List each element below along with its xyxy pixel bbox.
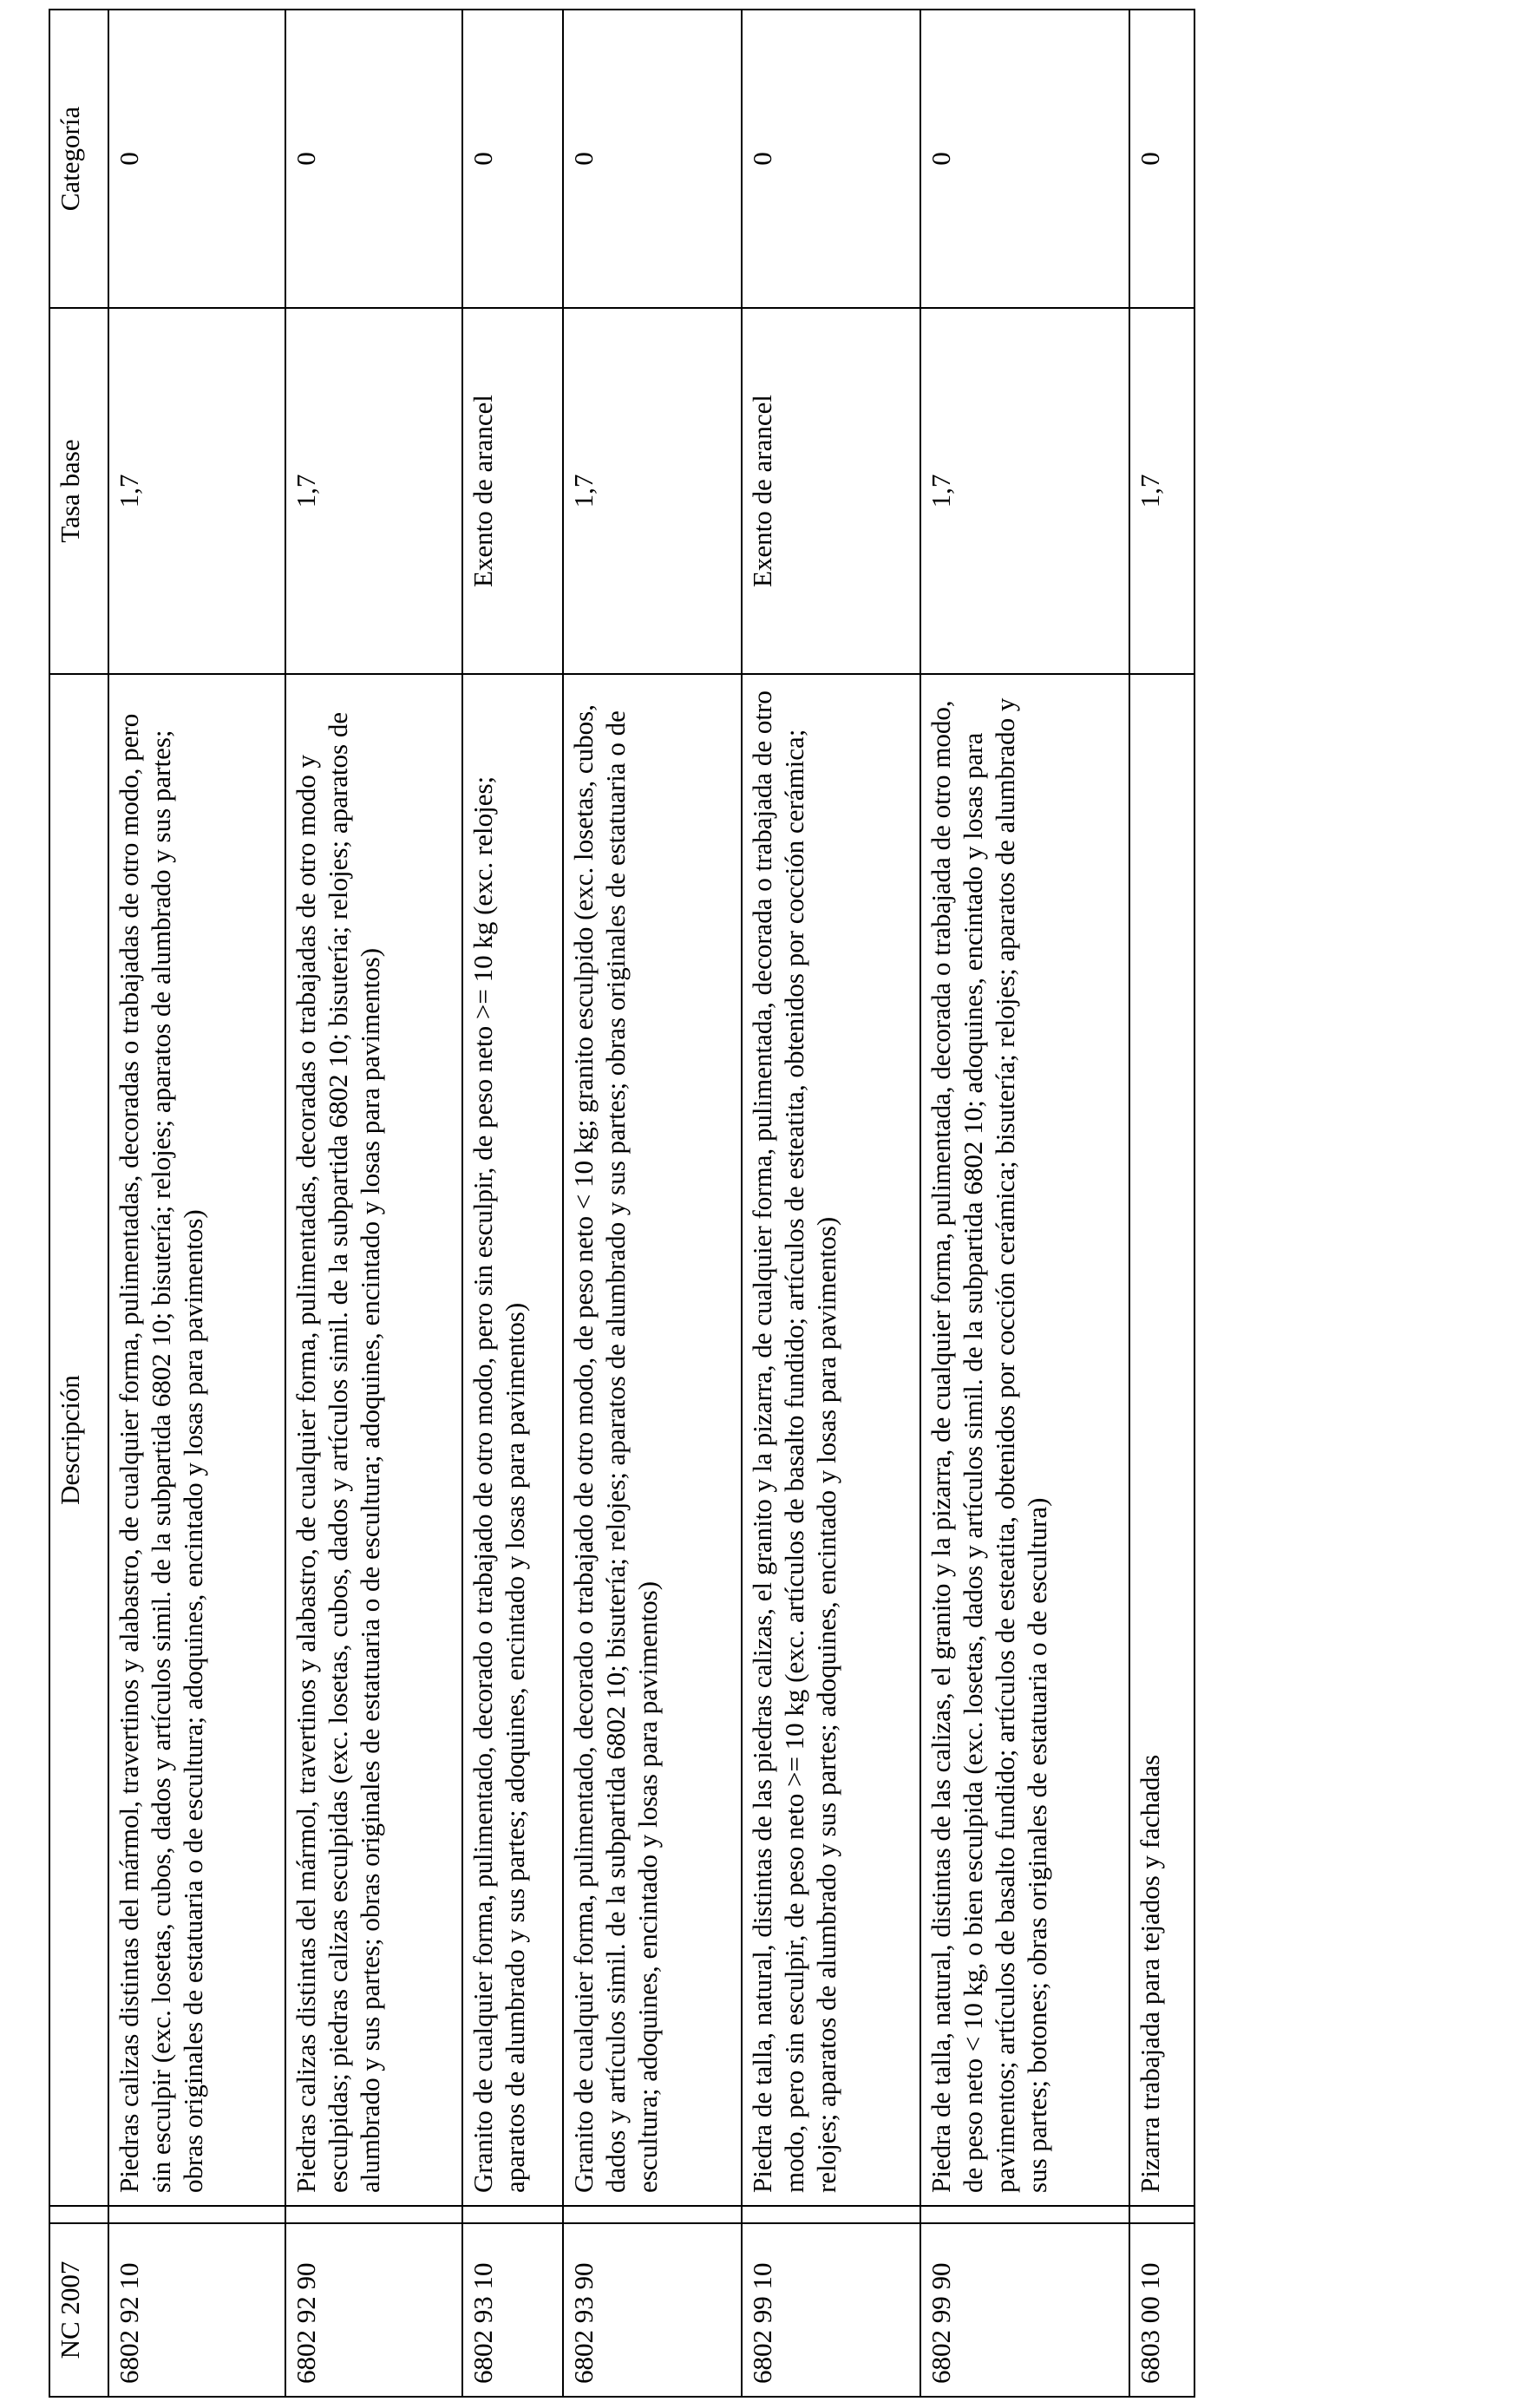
cell-description: Piedras calizas distintas del mármol, travertinos y alabastro, de cualquier forma, pulimentadas, decoradas o trabajadas de otro modo y esculpidas; piedras calizas esculpidas (exc. losetas, cubos, dados y artículos simil. de la subpartida 6802 10; bisutería; relojes; aparatos de alumbrado y sus partes; obras originales de estatuaria o de escultura; adoquines, encintado y losas para pavimentos) <box>285 674 462 2206</box>
cell-spacer <box>563 2206 742 2223</box>
cell-category: 0 <box>462 10 563 308</box>
cell-description: Piedra de talla, natural, distintas de las calizas, el granito y la pizarra, de cualquier forma, pulimentada, decorada o trabajada de otro modo, de peso neto < 10 kg, o bien esculpida (exc. losetas, dados y artículos simil. de la subpartida 6802 10; adoquines, encintado y losas para pavimentos; artículos de basalto fundido; artículos de esteatita, obtenidos por cocción cerámica; bisutería; relojes; aparatos de alumbrado y sus partes; botones; obras originales de estatuaria o de escultura) <box>920 674 1129 2206</box>
cell-spacer <box>1129 2206 1194 2223</box>
header-code: NC 2007 <box>49 2223 108 2397</box>
cell-rate: 1,7 <box>563 308 742 674</box>
cell-code: 6802 92 90 <box>285 2223 462 2397</box>
cell-code: 6802 92 10 <box>108 2223 285 2397</box>
cell-code: 6802 93 10 <box>462 2223 563 2397</box>
cell-category: 0 <box>563 10 742 308</box>
cell-spacer <box>108 2206 285 2223</box>
header-rate: Tasa base <box>49 308 108 674</box>
cell-description: Granito de cualquier forma, pulimentado, decorado o trabajado de otro modo, pero sin esculpir, de peso neto >= 10 kg (exc. relojes; aparatos de alumbrado y sus partes; adoquines, encintado y losas para pavimentos) <box>462 674 563 2206</box>
cell-spacer <box>920 2206 1129 2223</box>
cell-code: 6803 00 10 <box>1129 2223 1194 2397</box>
table-row <box>742 10 920 2397</box>
table-row <box>563 10 742 2397</box>
table-header-row <box>49 10 108 2397</box>
cell-description: Piedra de talla, natural, distintas de las piedras calizas, el granito y la pizarra, de cualquier forma, pulimentada, decorada o trabajada de otro modo, pero sin esculpir, de peso neto >= 10 kg (exc. artículos de basalto fundido; artículos de esteatita, obtenidos por cocción cerámica; relojes; aparatos de alumbrado y sus partes; adoquines, encintado y losas para pavimentos) <box>742 674 920 2206</box>
cell-code: 6802 99 90 <box>920 2223 1129 2397</box>
cell-spacer <box>742 2206 920 2223</box>
cell-category: 0 <box>920 10 1129 308</box>
cell-rate: Exento de arancel <box>462 308 563 674</box>
cell-rate: 1,7 <box>108 308 285 674</box>
cell-category: 0 <box>285 10 462 308</box>
cell-category: 0 <box>742 10 920 308</box>
cell-spacer <box>285 2206 462 2223</box>
cell-description: Pizarra trabajada para tejados y fachadas <box>1129 674 1194 2206</box>
cell-code: 6802 99 10 <box>742 2223 920 2397</box>
cell-rate: 1,7 <box>920 308 1129 674</box>
cell-rate: 1,7 <box>1129 308 1194 674</box>
cell-category: 0 <box>108 10 285 308</box>
cell-spacer <box>462 2206 563 2223</box>
cell-code: 6802 93 90 <box>563 2223 742 2397</box>
table-row <box>1129 10 1194 2397</box>
header-category: Categoría <box>49 10 108 308</box>
cell-category: 0 <box>1129 10 1194 308</box>
header-description: Descripción <box>49 674 108 2206</box>
table-row <box>108 10 285 2397</box>
cell-rate: Exento de arancel <box>742 308 920 674</box>
cell-description: Piedras calizas distintas del mármol, travertinos y alabastro, de cualquier forma, pulimentadas, decoradas o trabajadas de otro modo, pero sin esculpir (exc. losetas, cubos, dados y artículos simil. de la subpartida 6802 10; bisutería; relojes; aparatos de alumbrado y sus partes; obras originales de estatuaria o de escultura; adoquines, encintado y losas para pavimentos) <box>108 674 285 2206</box>
table-row <box>920 10 1129 2397</box>
table-row <box>285 10 462 2397</box>
table-row <box>462 10 563 2397</box>
rotated-page <box>49 10 1195 2398</box>
cell-rate: 1,7 <box>285 308 462 674</box>
cell-description: Granito de cualquier forma, pulimentado, decorado o trabajado de otro modo, de peso neto < 10 kg; granito esculpido (exc. losetas, cubos, dados y artículos simil. de la subpartida 6802 10; bisutería; relojes; aparatos de alumbrado y sus partes; obras originales de estatuaria o de escultura; adoquines, encintado y losas para pavimentos) <box>563 674 742 2206</box>
tariff-table <box>49 9 1195 2398</box>
header-spacer <box>49 2206 108 2223</box>
